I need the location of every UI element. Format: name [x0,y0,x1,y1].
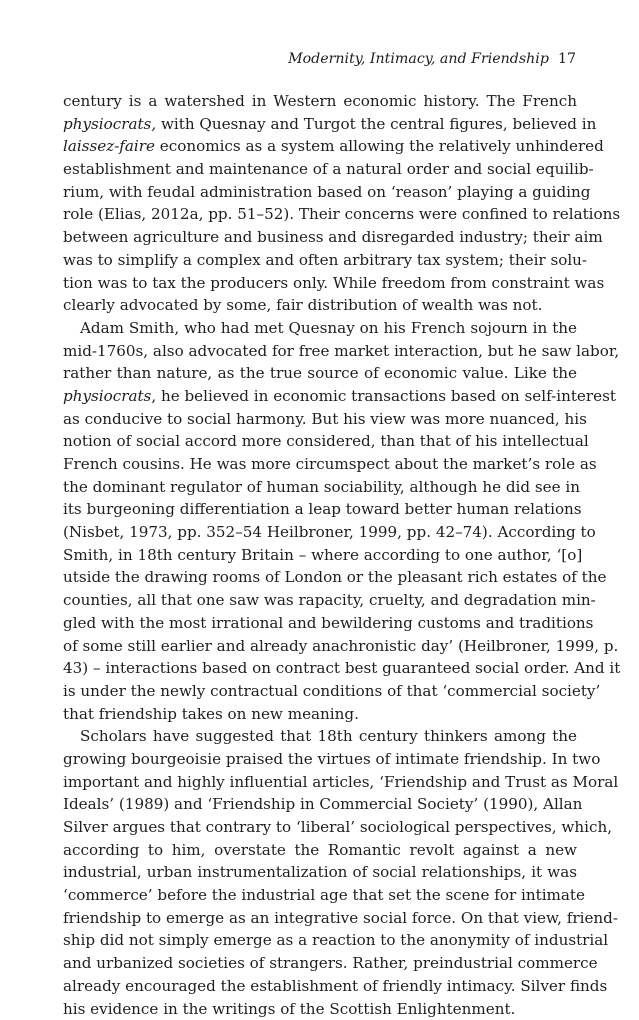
paragraph [63,90,577,317]
text-line: is under the newly contractual conditions of that ‘commercial society’ [63,680,577,703]
page-number: 17 [558,51,576,67]
text-line: counties, all that one saw was rapacity, cruelty, and degradation min- [63,589,577,612]
text-line: according to him, overstate the Romantic revolt against a new [63,839,577,862]
text-line: growing bourgeoisie praised the virtues of intimate friendship. In two [63,748,577,771]
text-line: industrial, urban instrumentalization of social relationships, it was [63,861,577,884]
text-line: rather than nature, as the true source of economic value. Like the [63,362,577,385]
text-line: physiocrats, he believed in economic transactions based on self-interest [63,385,577,408]
italic-term: physiocrats [63,387,151,405]
text-line: Smith, in 18th century Britain – where according to one author, ‘[o] [63,544,577,567]
text-line: physiocrats, with Quesnay and Turgot the central figures, believed in [63,113,577,136]
text-line: 43) – interactions based on contract best guaranteed social order. And it [63,657,577,680]
text-line: Ideals’ (1989) and ‘Friendship in Commercial Society’ (1990), Allan [63,793,577,816]
text-line: as conducive to social harmony. But his view was more nuanced, his [63,408,577,431]
text-line: role (Elias, 2012a, pp. 51–52). Their concerns were confined to relations [63,203,577,226]
italic-term: physiocrats, [63,115,156,133]
text-line: of some still earlier and already anachronistic day’ (Heilbroner, 1999, p. [63,635,577,658]
running-head [0,50,576,68]
text-line: and urbanized societies of strangers. Rather, preindustrial commerce [63,952,577,975]
text-line: mid-1760s, also advocated for free market interaction, but he saw labor, [63,340,577,363]
paragraph [63,317,577,725]
text-line: already encouraged the establishment of friendly intimacy. Silver finds [63,975,577,998]
paragraph [63,725,577,1020]
text-line: ‘commerce’ before the industrial age that set the scene for intimate [63,884,577,907]
body-text [63,90,577,1020]
text-line: his evidence in the writings of the Scottish Enlightenment. [63,998,577,1020]
text-line: notion of social accord more considered, than that of his intellectual [63,430,577,453]
running-head-title: Modernity, Intimacy, and Friendship [288,51,549,67]
text-line: its burgeoning differentiation a leap toward better human relations [63,498,577,521]
text-line: that friendship takes on new meaning. [63,703,577,726]
text-line: establishment and maintenance of a natural order and social equilib- [63,158,577,181]
text-line: laissez-faire economics as a system allowing the relatively unhindered [63,135,577,158]
text-line: Silver argues that contrary to ‘liberal’ sociological perspectives, which, [63,816,577,839]
text-line: ship did not simply emerge as a reaction to the anonymity of industrial [63,929,577,952]
text-line: the dominant regulator of human sociability, although he did see in [63,476,577,499]
text-line: Scholars have suggested that 18th century thinkers among the [63,725,577,748]
text-line: Adam Smith, who had met Quesnay on his French sojourn in the [63,317,577,340]
italic-term: laissez-faire [63,137,155,155]
text-line: French cousins. He was more circumspect about the market’s role as [63,453,577,476]
text-line: tion was to tax the producers only. While freedom from constraint was [63,272,577,295]
text-line: (Nisbet, 1973, pp. 352–54 Heilbroner, 1999, pp. 42–74). According to [63,521,577,544]
text-line: friendship to emerge as an integrative social force. On that view, friend- [63,907,577,930]
text-line: clearly advocated by some, fair distribution of wealth was not. [63,294,577,317]
text-line: gled with the most irrational and bewildering customs and traditions [63,612,577,635]
text-line: century is a watershed in Western economic history. The French [63,90,577,113]
text-line: important and highly influential articles, ‘Friendship and Trust as Moral [63,771,577,794]
text-line: rium, with feudal administration based on ‘reason’ playing a guiding [63,181,577,204]
text-line: utside the drawing rooms of London or the pleasant rich estates of the [63,566,577,589]
text-line: was to simplify a complex and often arbitrary tax system; their solu- [63,249,577,272]
text-line: between agriculture and business and disregarded industry; their aim [63,226,577,249]
